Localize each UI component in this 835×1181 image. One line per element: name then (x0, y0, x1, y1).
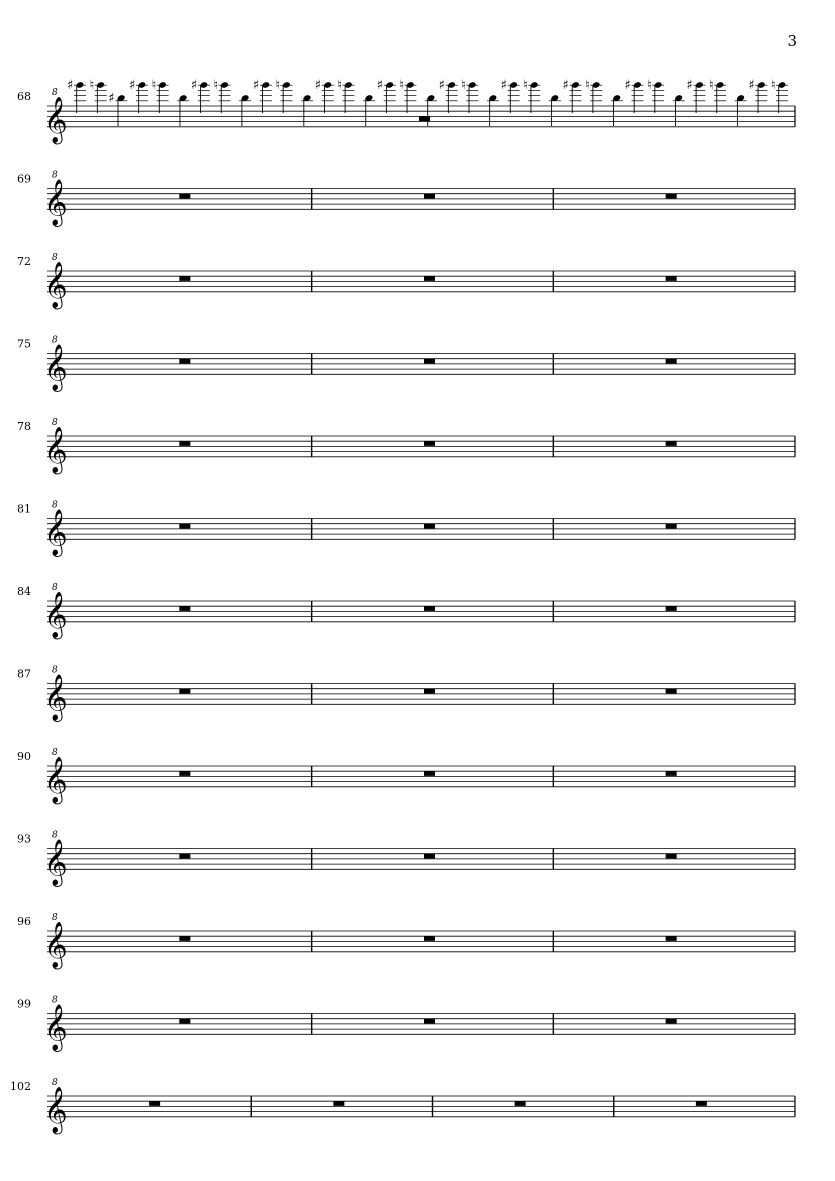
sharp-icon: ♯ (67, 78, 74, 93)
clef-octave-mark: 8 (52, 995, 58, 1006)
sharp-icon: ♯ (748, 78, 755, 93)
measure-number: 78 (17, 420, 31, 433)
whole-rest-icon (424, 441, 435, 446)
clef-octave-mark: 8 (52, 913, 58, 923)
staff-system (17, 418, 795, 475)
whole-rest-icon (666, 606, 677, 611)
clef-octave-mark: 8 (52, 253, 58, 263)
staff-system (17, 583, 795, 640)
staff-system (17, 913, 795, 970)
sharp-icon: ♯ (252, 78, 260, 93)
whole-rest-icon (666, 689, 677, 694)
treble-8va-clef-icon: 𝄞 (44, 262, 68, 308)
whole-rest-icon (666, 854, 677, 859)
whole-rest-icon (179, 854, 190, 859)
treble-8va-clef-icon: 𝄞 (44, 179, 68, 226)
treble-8va-clef-icon: 𝄞 (44, 674, 68, 721)
staff-system (17, 253, 795, 310)
natural-icon: ♮ (523, 78, 528, 93)
clef-octave-mark: 8 (52, 748, 58, 758)
treble-8va-clef-icon: 𝄞 (44, 1004, 68, 1051)
whole-rest-icon (149, 1101, 160, 1106)
sharp-icon: ♯ (438, 78, 445, 93)
treble-8va-clef-icon: 𝄞 (44, 427, 68, 473)
natural-icon: ♮ (337, 78, 343, 93)
natural-icon: ♮ (585, 78, 590, 93)
sharp-icon: ♯ (376, 78, 384, 93)
whole-rest-icon (179, 441, 190, 446)
natural-icon: ♮ (647, 78, 652, 93)
measure-number: 90 (17, 750, 31, 763)
natural-icon: ♮ (709, 78, 714, 93)
sharp-icon: ♯ (128, 78, 136, 93)
clef-octave-mark: 8 (52, 170, 58, 181)
whole-rest-icon (179, 606, 190, 611)
whole-rest-icon (419, 116, 430, 121)
whole-rest-icon (179, 524, 190, 529)
whole-rest-icon (179, 1019, 190, 1024)
measure-number: 102 (10, 1080, 31, 1093)
staff-system (17, 78, 795, 145)
staff-system (17, 501, 795, 558)
whole-rest-icon (424, 606, 435, 611)
whole-rest-icon (179, 689, 190, 694)
clef-octave-mark: 8 (52, 665, 58, 676)
whole-rest-icon (424, 276, 435, 281)
measure-number: 99 (17, 997, 31, 1011)
whole-rest-icon (424, 854, 435, 859)
page-number: 3 (787, 32, 797, 50)
sharp-icon: ♯ (562, 78, 569, 93)
whole-rest-icon (179, 936, 190, 941)
whole-rest-icon (666, 771, 677, 776)
clef-octave-mark: 8 (52, 583, 58, 593)
sharp-icon: ♯ (190, 78, 198, 93)
measure-number: 93 (17, 832, 31, 846)
sharp-icon: ♯ (314, 78, 322, 93)
whole-rest-icon (424, 1019, 435, 1024)
sharp-icon: ♯ (500, 78, 507, 93)
measure-number: 87 (17, 667, 31, 681)
measure-number: 69 (17, 172, 31, 186)
whole-rest-icon (666, 194, 677, 199)
staff-system (10, 1078, 795, 1135)
whole-rest-icon (424, 936, 435, 941)
measure-number: 72 (17, 255, 31, 268)
clef-octave-mark: 8 (52, 88, 58, 98)
whole-rest-icon (424, 359, 435, 364)
measure-number: 81 (17, 502, 31, 516)
treble-8va-clef-icon: 𝄞 (44, 97, 68, 143)
whole-rest-icon (696, 1101, 707, 1106)
staff-system (17, 996, 795, 1053)
clef-octave-mark: 8 (52, 418, 58, 428)
clef-octave-mark: 8 (52, 1078, 58, 1088)
treble-8va-clef-icon: 𝄞 (44, 592, 68, 638)
treble-8va-clef-icon: 𝄞 (44, 757, 68, 803)
treble-8va-clef-icon: 𝄞 (44, 922, 68, 968)
whole-rest-icon (666, 441, 677, 446)
sharp-icon: ♯ (624, 78, 631, 93)
natural-icon: ♮ (461, 78, 466, 93)
treble-8va-clef-icon: 𝄞 (44, 839, 68, 886)
natural-icon: ♮ (771, 78, 776, 93)
whole-rest-icon (179, 771, 190, 776)
whole-rest-icon (179, 194, 190, 199)
staff-system (17, 171, 795, 228)
whole-rest-icon (179, 359, 190, 364)
staff-system (17, 748, 795, 805)
natural-icon: ♮ (275, 78, 281, 93)
treble-8va-clef-icon: 𝄞 (44, 509, 68, 556)
whole-rest-icon (424, 524, 435, 529)
whole-rest-icon (424, 771, 435, 776)
natural-icon: ♮ (151, 78, 157, 93)
natural-icon: ♮ (89, 78, 95, 93)
whole-rest-icon (666, 359, 677, 364)
measure-number: 75 (17, 337, 31, 351)
whole-rest-icon (179, 276, 190, 281)
natural-icon: ♮ (399, 78, 405, 93)
staff-system (17, 831, 795, 888)
staff-system (17, 666, 795, 723)
staff-system (17, 336, 795, 393)
sharp-icon: ♯ (108, 91, 115, 106)
treble-8va-clef-icon: 𝄞 (44, 344, 68, 391)
clef-octave-mark: 8 (52, 335, 58, 346)
whole-rest-icon (666, 936, 677, 941)
measure-number: 84 (17, 585, 31, 598)
measure-number: 96 (17, 915, 31, 928)
whole-rest-icon (666, 276, 677, 281)
whole-rest-icon (424, 689, 435, 694)
whole-rest-icon (515, 1101, 526, 1106)
natural-icon: ♮ (213, 78, 219, 93)
clef-octave-mark: 8 (52, 500, 58, 511)
whole-rest-icon (424, 194, 435, 199)
whole-rest-icon (666, 524, 677, 529)
clef-octave-mark: 8 (52, 830, 58, 841)
sharp-icon: ♯ (686, 78, 693, 93)
measure-number: 68 (17, 90, 31, 103)
treble-8va-clef-icon: 𝄞 (44, 1087, 68, 1133)
whole-rest-icon (333, 1101, 344, 1106)
whole-rest-icon (666, 1019, 677, 1024)
